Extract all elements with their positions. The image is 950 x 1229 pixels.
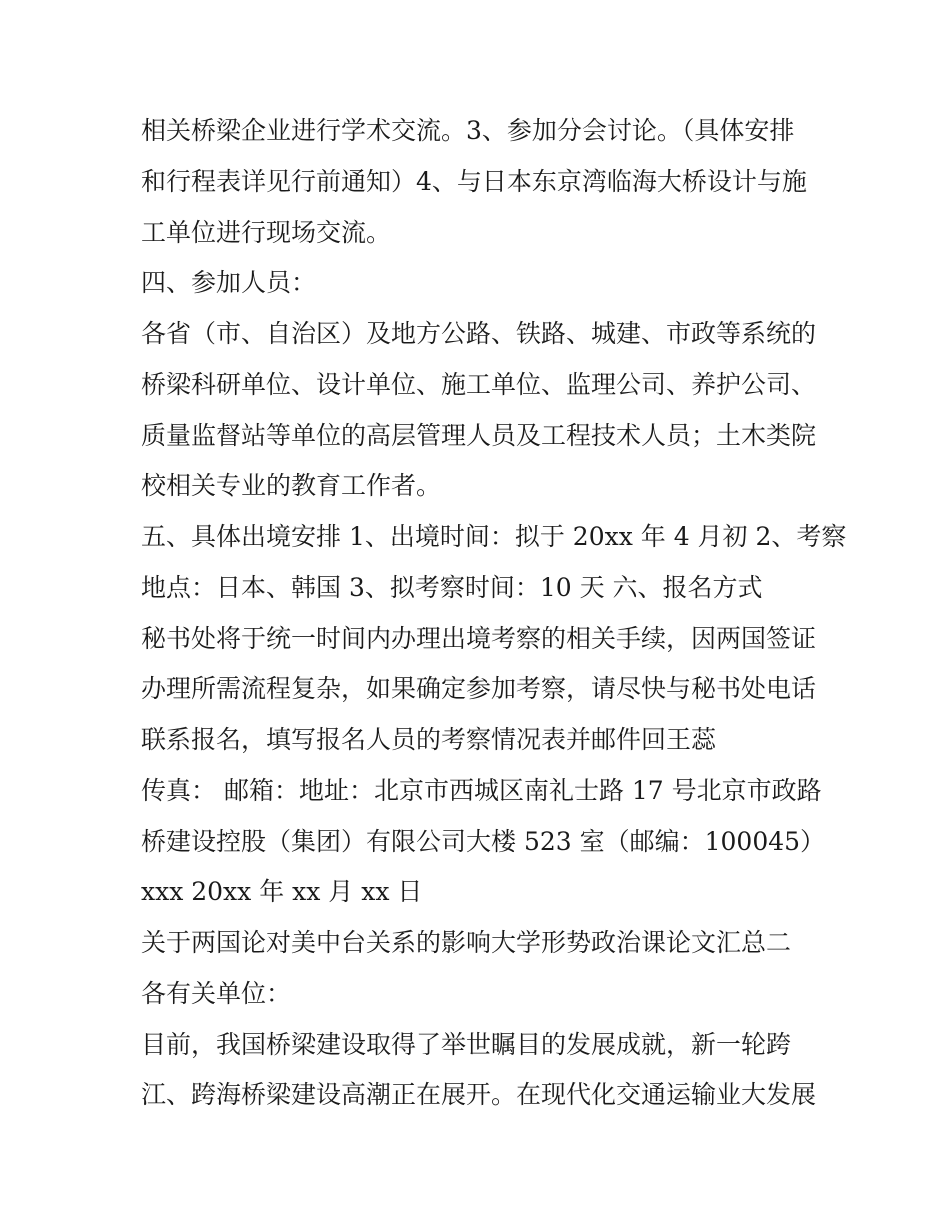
text-line: 各省（市、自治区）及地方公路、铁路、城建、市政等系统的 (141, 319, 817, 348)
contact-line: 传真： 邮箱：地址：北京市西城区南礼士路 17 号北京市政路 (141, 776, 822, 805)
text-line: 秘书处将于统一时间内办理出境考察的相关手续，因两国签证 (141, 624, 817, 653)
text-line: 校相关专业的教育工作者。 (141, 471, 442, 500)
document-title: 关于两国论对美中台关系的影响大学形势政治课论文汇总二 (141, 928, 792, 957)
salutation: 各有关单位： (141, 979, 292, 1008)
text-line: 江、跨海桥梁建设高潮正在展开。在现代化交通运输业大发展 (141, 1080, 817, 1109)
text-line: 办理所需流程复杂，如果确定参加考察，请尽快与秘书处电话 (141, 674, 817, 703)
text-line: 目前，我国桥梁建设取得了举世瞩目的发展成就，新一轮跨 (141, 1030, 792, 1059)
text-line: 和行程表详见行前通知）4、与日本东京湾临海大桥设计与施 (141, 167, 807, 196)
text-line: 联系报名，填写报名人员的考察情况表并邮件回王蕊 (141, 725, 717, 754)
section-heading-arrangement: 五、具体出境安排 1、出境时间：拟于 20xx 年 4 月初 2、考察 (141, 522, 847, 551)
text-line: 质量监督站等单位的高层管理人员及工程技术人员；土木类院 (141, 421, 817, 450)
text-line: 相关桥梁企业进行学术交流。3、参加分会讨论。（具体安排 (141, 116, 795, 145)
text-line: 桥梁科研单位、设计单位、施工单位、监理公司、养护公司、 (141, 370, 817, 399)
section-heading-participants: 四、参加人员： (141, 268, 317, 297)
text-line: 工单位进行现场交流。 (141, 218, 392, 247)
contact-line: 桥建设控股（集团）有限公司大楼 523 室（邮编：100045） (141, 827, 826, 856)
date-line: xxx 20xx 年 xx 月 xx 日 (141, 877, 423, 906)
text-line: 地点：日本、韩国 3、拟考察时间：10 天 六、报名方式 (141, 573, 763, 602)
